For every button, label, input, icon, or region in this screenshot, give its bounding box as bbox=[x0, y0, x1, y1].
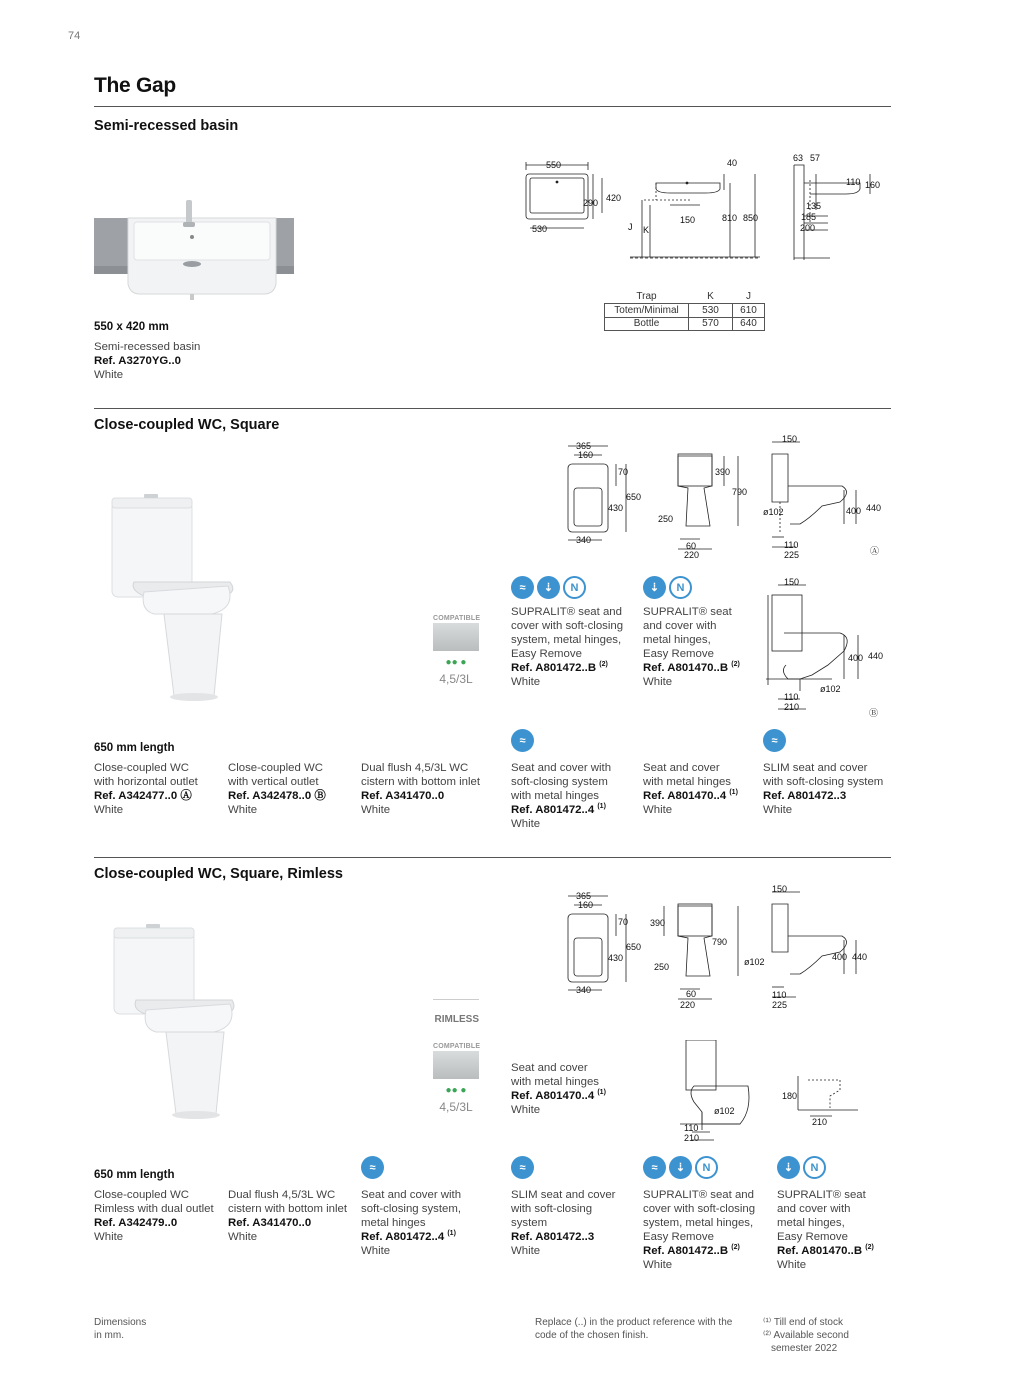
product-color: White bbox=[94, 1231, 124, 1243]
line: cistern with bottom inlet bbox=[228, 1203, 348, 1215]
table-cell: 610 bbox=[733, 304, 765, 318]
product-ref: Ref. A342478..0 Ⓑ bbox=[228, 790, 326, 802]
line: cistern with bottom inlet bbox=[361, 776, 481, 788]
product-ref: Ref. A342479..0 bbox=[94, 1217, 178, 1229]
section-heading-wc-square: Close-coupled WC, Square bbox=[94, 417, 280, 433]
ref: Ref. A801470..B bbox=[643, 662, 729, 674]
ref: Ref. A801472..4 bbox=[361, 1231, 445, 1243]
line: Dual flush 4,5/3L WC bbox=[228, 1189, 336, 1201]
product-color: White bbox=[511, 818, 541, 830]
line: with horizontal outlet bbox=[94, 776, 198, 788]
line: Close-coupled WC bbox=[94, 762, 189, 774]
dim-label: 210 bbox=[812, 1117, 828, 1127]
dim-label: 225 bbox=[772, 1000, 788, 1010]
dim-label: 550 bbox=[546, 160, 562, 170]
ref: Ref. A801472..B bbox=[511, 662, 597, 674]
line: with soft-closing bbox=[511, 1203, 593, 1215]
easy-remove-icon: ⇣ bbox=[669, 1156, 692, 1179]
table-cell: 570 bbox=[689, 317, 733, 331]
product-item bbox=[228, 761, 326, 817]
dim-label: ø102 bbox=[763, 507, 784, 517]
product-ref bbox=[643, 1244, 755, 1258]
line: Easy Remove bbox=[643, 1231, 714, 1243]
soft-close-icon: ≈ bbox=[511, 1156, 534, 1179]
section-heading-wc-rimless: Close-coupled WC, Square, Rimless bbox=[94, 866, 343, 882]
dim-label: 650 bbox=[626, 942, 642, 952]
note: (1) bbox=[597, 803, 606, 811]
outlet-mark-b: Ⓑ bbox=[869, 708, 879, 718]
dim-label: 250 bbox=[658, 514, 674, 524]
line: cover with soft-closing bbox=[643, 1203, 756, 1215]
line: Seat and cover bbox=[643, 762, 720, 774]
divider bbox=[94, 106, 891, 107]
soft-close-icon: ≈ bbox=[511, 576, 534, 599]
product-color: White bbox=[94, 369, 124, 381]
dim-label: 110 bbox=[684, 1123, 699, 1133]
line: Seat and cover bbox=[511, 1062, 588, 1074]
table-cell: 640 bbox=[733, 317, 765, 331]
line: metal hinges, bbox=[777, 1217, 845, 1229]
compatible-badge bbox=[433, 1043, 479, 1114]
wc-vertical-outlet-drawing bbox=[760, 575, 890, 720]
product-color: White bbox=[777, 1259, 807, 1271]
compatible-label: COMPATIBLE bbox=[433, 1043, 481, 1050]
product-ref: Ref. A801472..3 bbox=[511, 1231, 595, 1243]
dim-label: 150 bbox=[680, 215, 696, 225]
dim-label: 63 bbox=[793, 153, 804, 163]
compatible-image bbox=[433, 1051, 479, 1079]
table-cell: Bottle bbox=[605, 317, 689, 331]
outlet-mark-a: Ⓐ bbox=[870, 546, 880, 556]
soft-close-icon: ≈ bbox=[361, 1156, 384, 1179]
line: Seat and cover with bbox=[511, 762, 612, 774]
dim-label: 430 bbox=[608, 953, 624, 963]
basin-photo bbox=[94, 196, 294, 301]
line: in mm. bbox=[94, 1330, 124, 1341]
line: with vertical outlet bbox=[228, 776, 319, 788]
line: Close-coupled WC bbox=[94, 1189, 189, 1201]
n-icon: N bbox=[563, 576, 586, 599]
easy-remove-icon: ⇣ bbox=[777, 1156, 800, 1179]
trap-table bbox=[604, 290, 765, 331]
flush-volume: 4,5/3L bbox=[439, 1100, 473, 1114]
dim-label: 790 bbox=[712, 937, 728, 947]
dim-label: 135 bbox=[806, 201, 822, 211]
product-color: White bbox=[511, 1245, 541, 1257]
soft-close-icon: ≈ bbox=[643, 1156, 666, 1179]
ref: Ref. A801472..4 bbox=[511, 804, 595, 816]
line: Rimless with dual outlet bbox=[94, 1203, 214, 1215]
divider bbox=[94, 857, 891, 858]
compatible-image bbox=[433, 623, 479, 651]
line: Close-coupled WC bbox=[228, 762, 323, 774]
dim-label: ø102 bbox=[744, 957, 765, 967]
dim-label: ø102 bbox=[714, 1106, 735, 1116]
dim-label: 60 bbox=[686, 989, 697, 999]
seat-feature-icons bbox=[361, 1156, 384, 1179]
divider bbox=[94, 408, 891, 409]
dim-label: 200 bbox=[800, 223, 816, 233]
line: SLIM seat and cover bbox=[511, 1189, 616, 1201]
seat-item bbox=[643, 1188, 755, 1272]
dim-label: 150 bbox=[784, 577, 800, 587]
soft-close-icon: ≈ bbox=[511, 729, 534, 752]
dim-label: 110 bbox=[784, 692, 799, 702]
seat-item bbox=[511, 1188, 615, 1258]
easy-remove-icon: ⇣ bbox=[537, 576, 560, 599]
ref: Ref. A801470..B bbox=[777, 1245, 863, 1257]
table-cell: Totem/Minimal bbox=[605, 304, 689, 318]
dim-label: ø102 bbox=[820, 684, 841, 694]
dim-label: 225 bbox=[784, 550, 800, 560]
note: (2) bbox=[599, 661, 608, 669]
wc-rimless-technical-drawing bbox=[560, 884, 890, 1012]
product-ref bbox=[777, 1244, 874, 1258]
water-drops-icon: ●● ● bbox=[445, 1085, 467, 1096]
line: code of the chosen finish. bbox=[535, 1330, 649, 1341]
dim-label: 220 bbox=[684, 550, 700, 560]
product-color: White bbox=[361, 1245, 391, 1257]
line: cover with soft-closing bbox=[511, 620, 624, 632]
dim-label: 365 bbox=[576, 891, 592, 901]
seat-item bbox=[643, 761, 738, 817]
table-cell: 530 bbox=[689, 304, 733, 318]
line: with metal hinges bbox=[643, 776, 732, 788]
footnote: ⁽²⁾ Available second bbox=[763, 1330, 849, 1341]
dim-label: 70 bbox=[618, 467, 629, 477]
product-item bbox=[94, 1188, 214, 1244]
dim-label: 210 bbox=[784, 702, 800, 712]
line: and cover with bbox=[643, 620, 717, 632]
n-icon: N bbox=[669, 576, 692, 599]
seat-feature-icons bbox=[511, 576, 586, 599]
section-heading-basin: Semi-recessed basin bbox=[94, 118, 239, 134]
product-color: White bbox=[643, 676, 673, 688]
footer-replace-note bbox=[535, 1316, 732, 1342]
line: Easy Remove bbox=[643, 648, 714, 660]
seat-item bbox=[511, 761, 611, 831]
dim-label: 57 bbox=[810, 153, 821, 163]
page-title: The Gap bbox=[94, 74, 176, 97]
line: Dual flush 4,5/3L WC bbox=[361, 762, 469, 774]
dim-label: 650 bbox=[626, 492, 642, 502]
dim-label: 160 bbox=[578, 450, 594, 460]
dim-label: 365 bbox=[576, 441, 592, 451]
seat-item bbox=[511, 605, 623, 689]
basin-technical-drawing bbox=[510, 150, 890, 265]
line: system, metal hinges, bbox=[511, 634, 622, 646]
product-color: White bbox=[511, 676, 541, 688]
wc-length: 650 mm length bbox=[94, 1169, 175, 1181]
seat-item bbox=[361, 1188, 461, 1258]
basin-size: 550 x 420 mm bbox=[94, 321, 169, 333]
compatible-badge bbox=[433, 615, 479, 686]
dim-label: 850 bbox=[743, 213, 759, 223]
line: system, metal hinges, bbox=[643, 1217, 754, 1229]
dim-label: 340 bbox=[576, 985, 592, 995]
dim-label: 530 bbox=[532, 224, 548, 234]
dim-label: 160 bbox=[578, 900, 594, 910]
dim-label: K bbox=[643, 225, 650, 235]
dim-label: 420 bbox=[606, 193, 622, 203]
dim-label: 70 bbox=[618, 917, 629, 927]
compatible-label: COMPATIBLE bbox=[433, 615, 481, 622]
dim-label: 390 bbox=[650, 918, 666, 928]
wc-rimless-vertical-drawing bbox=[680, 1040, 890, 1145]
dim-label: 430 bbox=[608, 503, 624, 513]
note: (2) bbox=[731, 661, 740, 669]
seat-item bbox=[511, 1061, 606, 1117]
table-header: Trap bbox=[636, 291, 657, 302]
line: metal hinges, bbox=[643, 634, 711, 646]
dim-label: 790 bbox=[732, 487, 748, 497]
seat-item bbox=[777, 1188, 874, 1272]
dim-label: 220 bbox=[680, 1000, 696, 1010]
product-color: White bbox=[94, 804, 124, 816]
table-row bbox=[605, 317, 765, 331]
dim-label: 390 bbox=[715, 467, 731, 477]
seat-feature-icons bbox=[777, 1156, 826, 1179]
soft-close-icon: ≈ bbox=[763, 729, 786, 752]
basin-product bbox=[94, 340, 200, 382]
dim-label: 110 bbox=[846, 177, 861, 187]
line: with metal hinges bbox=[511, 1076, 600, 1088]
flush-volume: 4,5/3L bbox=[439, 672, 473, 686]
footer-footnotes bbox=[763, 1316, 849, 1355]
wc-rimless-photo bbox=[104, 920, 264, 1125]
rimless-label: RIMLESS bbox=[433, 999, 479, 1025]
product-ref bbox=[511, 661, 623, 675]
product-color: White bbox=[763, 804, 793, 816]
note: (1) bbox=[729, 789, 738, 797]
ref: Ref. A801470..4 bbox=[643, 790, 727, 802]
line: SUPRALIT® seat bbox=[643, 606, 732, 618]
dim-label: 290 bbox=[583, 198, 599, 208]
line: metal hinges bbox=[361, 1217, 426, 1229]
n-icon: N bbox=[695, 1156, 718, 1179]
product-color: White bbox=[643, 1259, 673, 1271]
dim-label: 400 bbox=[846, 506, 862, 516]
wc-square-technical-drawing bbox=[560, 434, 890, 564]
product-ref bbox=[511, 803, 611, 817]
seat-feature-icons bbox=[643, 576, 692, 599]
product-color: White bbox=[361, 804, 391, 816]
dim-label: 110 bbox=[772, 990, 787, 1000]
dim-label: 250 bbox=[654, 962, 670, 972]
dim-label: 150 bbox=[772, 884, 788, 894]
note: (2) bbox=[731, 1244, 740, 1252]
dim-label: 400 bbox=[832, 952, 848, 962]
dim-label: 440 bbox=[852, 952, 868, 962]
seat-feature-icons bbox=[511, 729, 534, 752]
wc-square-photo bbox=[104, 490, 264, 710]
dim-label: 150 bbox=[782, 434, 798, 444]
line: soft-closing system bbox=[511, 776, 608, 788]
line: SLIM seat and cover bbox=[763, 762, 868, 774]
footer-dimensions bbox=[94, 1316, 146, 1342]
line: Easy Remove bbox=[777, 1231, 848, 1243]
product-color: White bbox=[511, 1104, 541, 1116]
line: SUPRALIT® seat bbox=[777, 1189, 866, 1201]
dim-label: 60 bbox=[686, 541, 697, 551]
product-ref: Ref. A342477..0 Ⓐ bbox=[94, 790, 192, 802]
product-ref: Ref. A341470..0 bbox=[361, 790, 445, 802]
line: Easy Remove bbox=[511, 648, 582, 660]
product-item bbox=[361, 761, 480, 817]
water-drops-icon: ●● ● bbox=[445, 657, 467, 668]
dim-label: 180 bbox=[782, 1091, 798, 1101]
dim-label: J bbox=[628, 222, 633, 232]
product-desc: Semi-recessed basin bbox=[94, 341, 201, 353]
seat-feature-icons bbox=[763, 729, 786, 752]
note: (2) bbox=[865, 1244, 874, 1252]
seat-item bbox=[763, 761, 883, 817]
dim-label: 160 bbox=[865, 180, 881, 190]
dim-label: 440 bbox=[868, 651, 884, 661]
line: soft-closing system, bbox=[361, 1203, 462, 1215]
table-header: J bbox=[746, 291, 751, 302]
footnote: ⁽¹⁾ Till end of stock bbox=[763, 1317, 843, 1328]
product-ref: Ref. A801472..3 bbox=[763, 790, 847, 802]
dim-label: 340 bbox=[576, 535, 592, 545]
product-color: White bbox=[643, 804, 673, 816]
line: Seat and cover with bbox=[361, 1189, 462, 1201]
dim-label: 40 bbox=[727, 158, 738, 168]
ref: Ref. A801472..B bbox=[643, 1245, 729, 1257]
line: with soft-closing system bbox=[763, 776, 884, 788]
product-color: White bbox=[228, 804, 258, 816]
table-header: K bbox=[707, 291, 714, 302]
product-ref: Ref. A3270YG..0 bbox=[94, 355, 181, 367]
product-item bbox=[94, 761, 198, 817]
dim-label: 110 bbox=[784, 540, 799, 550]
seat-feature-icons bbox=[511, 1156, 534, 1179]
seat-item bbox=[643, 605, 740, 689]
wc-length: 650 mm length bbox=[94, 742, 175, 754]
product-ref bbox=[643, 661, 740, 675]
line: system bbox=[511, 1217, 548, 1229]
line: SUPRALIT® seat and bbox=[511, 606, 622, 618]
dim-label: 210 bbox=[684, 1133, 700, 1143]
table-row bbox=[605, 304, 765, 318]
dim-label: 185 bbox=[801, 212, 817, 222]
ref: Ref. A801470..4 bbox=[511, 1090, 595, 1102]
product-ref bbox=[361, 1230, 461, 1244]
dim-label: 810 bbox=[722, 213, 738, 223]
line: SUPRALIT® seat and bbox=[643, 1189, 754, 1201]
product-ref bbox=[643, 789, 738, 803]
line: Dimensions bbox=[94, 1317, 147, 1328]
page-number: 74 bbox=[68, 30, 81, 42]
dim-label: 400 bbox=[848, 653, 864, 663]
product-ref bbox=[511, 1089, 606, 1103]
note: (1) bbox=[597, 1089, 606, 1097]
product-color: White bbox=[228, 1231, 258, 1243]
footnote: semester 2022 bbox=[771, 1343, 838, 1354]
product-item bbox=[228, 1188, 347, 1244]
n-icon: N bbox=[803, 1156, 826, 1179]
line: Replace (..) in the product reference with the bbox=[535, 1317, 733, 1328]
product-ref: Ref. A341470..0 bbox=[228, 1217, 312, 1229]
dim-label: 440 bbox=[866, 503, 882, 513]
easy-remove-icon: ⇣ bbox=[643, 576, 666, 599]
note: (1) bbox=[447, 1230, 456, 1238]
seat-feature-icons bbox=[643, 1156, 718, 1179]
line: with metal hinges bbox=[511, 790, 600, 802]
line: and cover with bbox=[777, 1203, 851, 1215]
